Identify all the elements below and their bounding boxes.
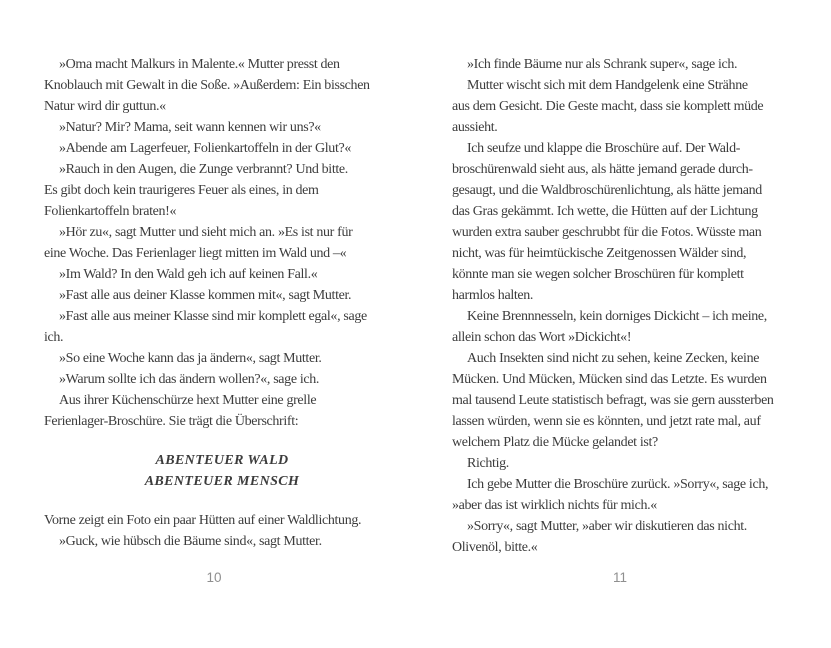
text-line: Olivenöl, bitte.« [452,540,538,555]
text-line: Ich gebe Mutter die Broschüre zurück. »Sorry«, sage ich, [467,477,769,492]
text-line: Keine Brennnesseln, kein dorniges Dickicht – ich meine, [467,309,767,324]
left-page-footer-text [44,510,400,552]
text-line: könnte man sie wegen solcher Broschüren für komplett [452,267,744,282]
left-page [44,54,400,552]
text-line: »Hör zu«, sagt Mutter und sieht mich an. »Es ist nur für [59,225,353,240]
text-line: »Ich finde Bäume nur als Schrank super«, sage ich. [467,57,738,72]
text-line: Vorne zeigt ein Foto ein paar Hütten auf einer Waldlichtung. [44,513,362,528]
text-line: harmlos halten. [452,288,534,303]
text-line: »Sorry«, sagt Mutter, »aber wir diskutieren das nicht. [467,519,747,534]
text-line: wurden extra sauber geschrubbt für die Fotos. Wüsste man [452,225,762,240]
text-line: »Warum sollte ich das ändern wollen?«, sage ich. [59,372,320,387]
text-line: eine Woche. Das Ferienlager liegt mitten im Wald und –« [44,246,347,261]
text-line: »Fast alle aus deiner Klasse kommen mit«, sagt Mutter. [59,288,352,303]
text-line: mal tausend Leute statistisch befragt, was sie gern aussterben [452,393,774,408]
text-line: »Fast alle aus meiner Klasse sind mir komplett egal«, sage [59,309,367,324]
text-line: »Oma macht Malkurs in Malente.« Mutter presst den [59,57,340,72]
right-page [452,54,804,558]
text-line: gesaugt, und die Waldbroschürenlichtung, als hätte jemand [452,183,762,198]
text-line: »Guck, wie hübsch die Bäume sind«, sagt Mutter. [59,534,322,549]
text-line: ABENTEUER WALD [155,453,289,468]
text-line: Es gibt doch kein traurigeres Feuer als eines, in dem [44,183,319,198]
text-line: lassen würden, wenn sie es könnten, und jetzt rate mal, auf [452,414,761,429]
text-line: ABENTEUER MENSCH [144,474,300,489]
text-line: aus dem Gesicht. Die Geste macht, dass sie komplett müde [452,99,764,114]
text-line: Knoblauch mit Gewalt in die Soße. »Außerdem: Ein bisschen [44,78,370,93]
text-line: »So eine Woche kann das ja ändern«, sagt Mutter. [59,351,322,366]
brochure-heading [44,450,400,492]
text-line: Aus ihrer Küchenschürze hext Mutter eine grelle [59,393,317,408]
text-line: »Natur? Mir? Mama, seit wann kennen wir uns?« [59,120,321,135]
text-line: Richtig. [467,456,509,471]
text-line: broschürenwald sieht aus, als hätte jemand gerade durch- [452,162,753,177]
text-line: Mutter wischt sich mit dem Handgelenk eine Strähne [467,78,748,93]
text-line: Mücken. Und Mücken, Mücken sind das Letzte. Es wurden [452,372,767,387]
text-line: nicht, was für heimtückische Zeitgenossen Wälder sind, [452,246,747,261]
text-line: Natur wird dir guttun.« [44,99,166,114]
text-line: »Abende am Lagerfeuer, Folienkartoffeln in der Glut?« [59,141,352,156]
text-line: allein schon das Wort »Dickicht«! [452,330,632,345]
text-line: ich. [44,330,64,345]
text-line: »Rauch in den Augen, die Zunge verbrannt? Und bitte. [59,162,348,177]
page-number-left: 10 [206,570,222,585]
text-line: Folienkartoffeln braten!« [44,204,177,219]
text-line: Auch Insekten sind nicht zu sehen, keine Zecken, keine [467,351,760,366]
right-page-body-text [452,54,804,558]
text-line: »Im Wald? In den Wald geh ich auf keinen Fall.« [59,267,318,282]
text-line: Ich seufze und klappe die Broschüre auf. Der Wald- [467,141,741,156]
left-page-body-text [44,54,400,432]
text-line: »aber das ist wirklich nichts für mich.« [452,498,657,513]
text-line: das Gras gekämmt. Ich wette, die Hütten auf der Lichtung [452,204,758,219]
text-line: welchem Platz die Mücke gelandet ist? [452,435,658,450]
text-line: Ferienlager-Broschüre. Sie trägt die Überschrift: [44,414,299,429]
text-line: aussieht. [452,120,498,135]
page-number-right: 11 [612,570,627,585]
